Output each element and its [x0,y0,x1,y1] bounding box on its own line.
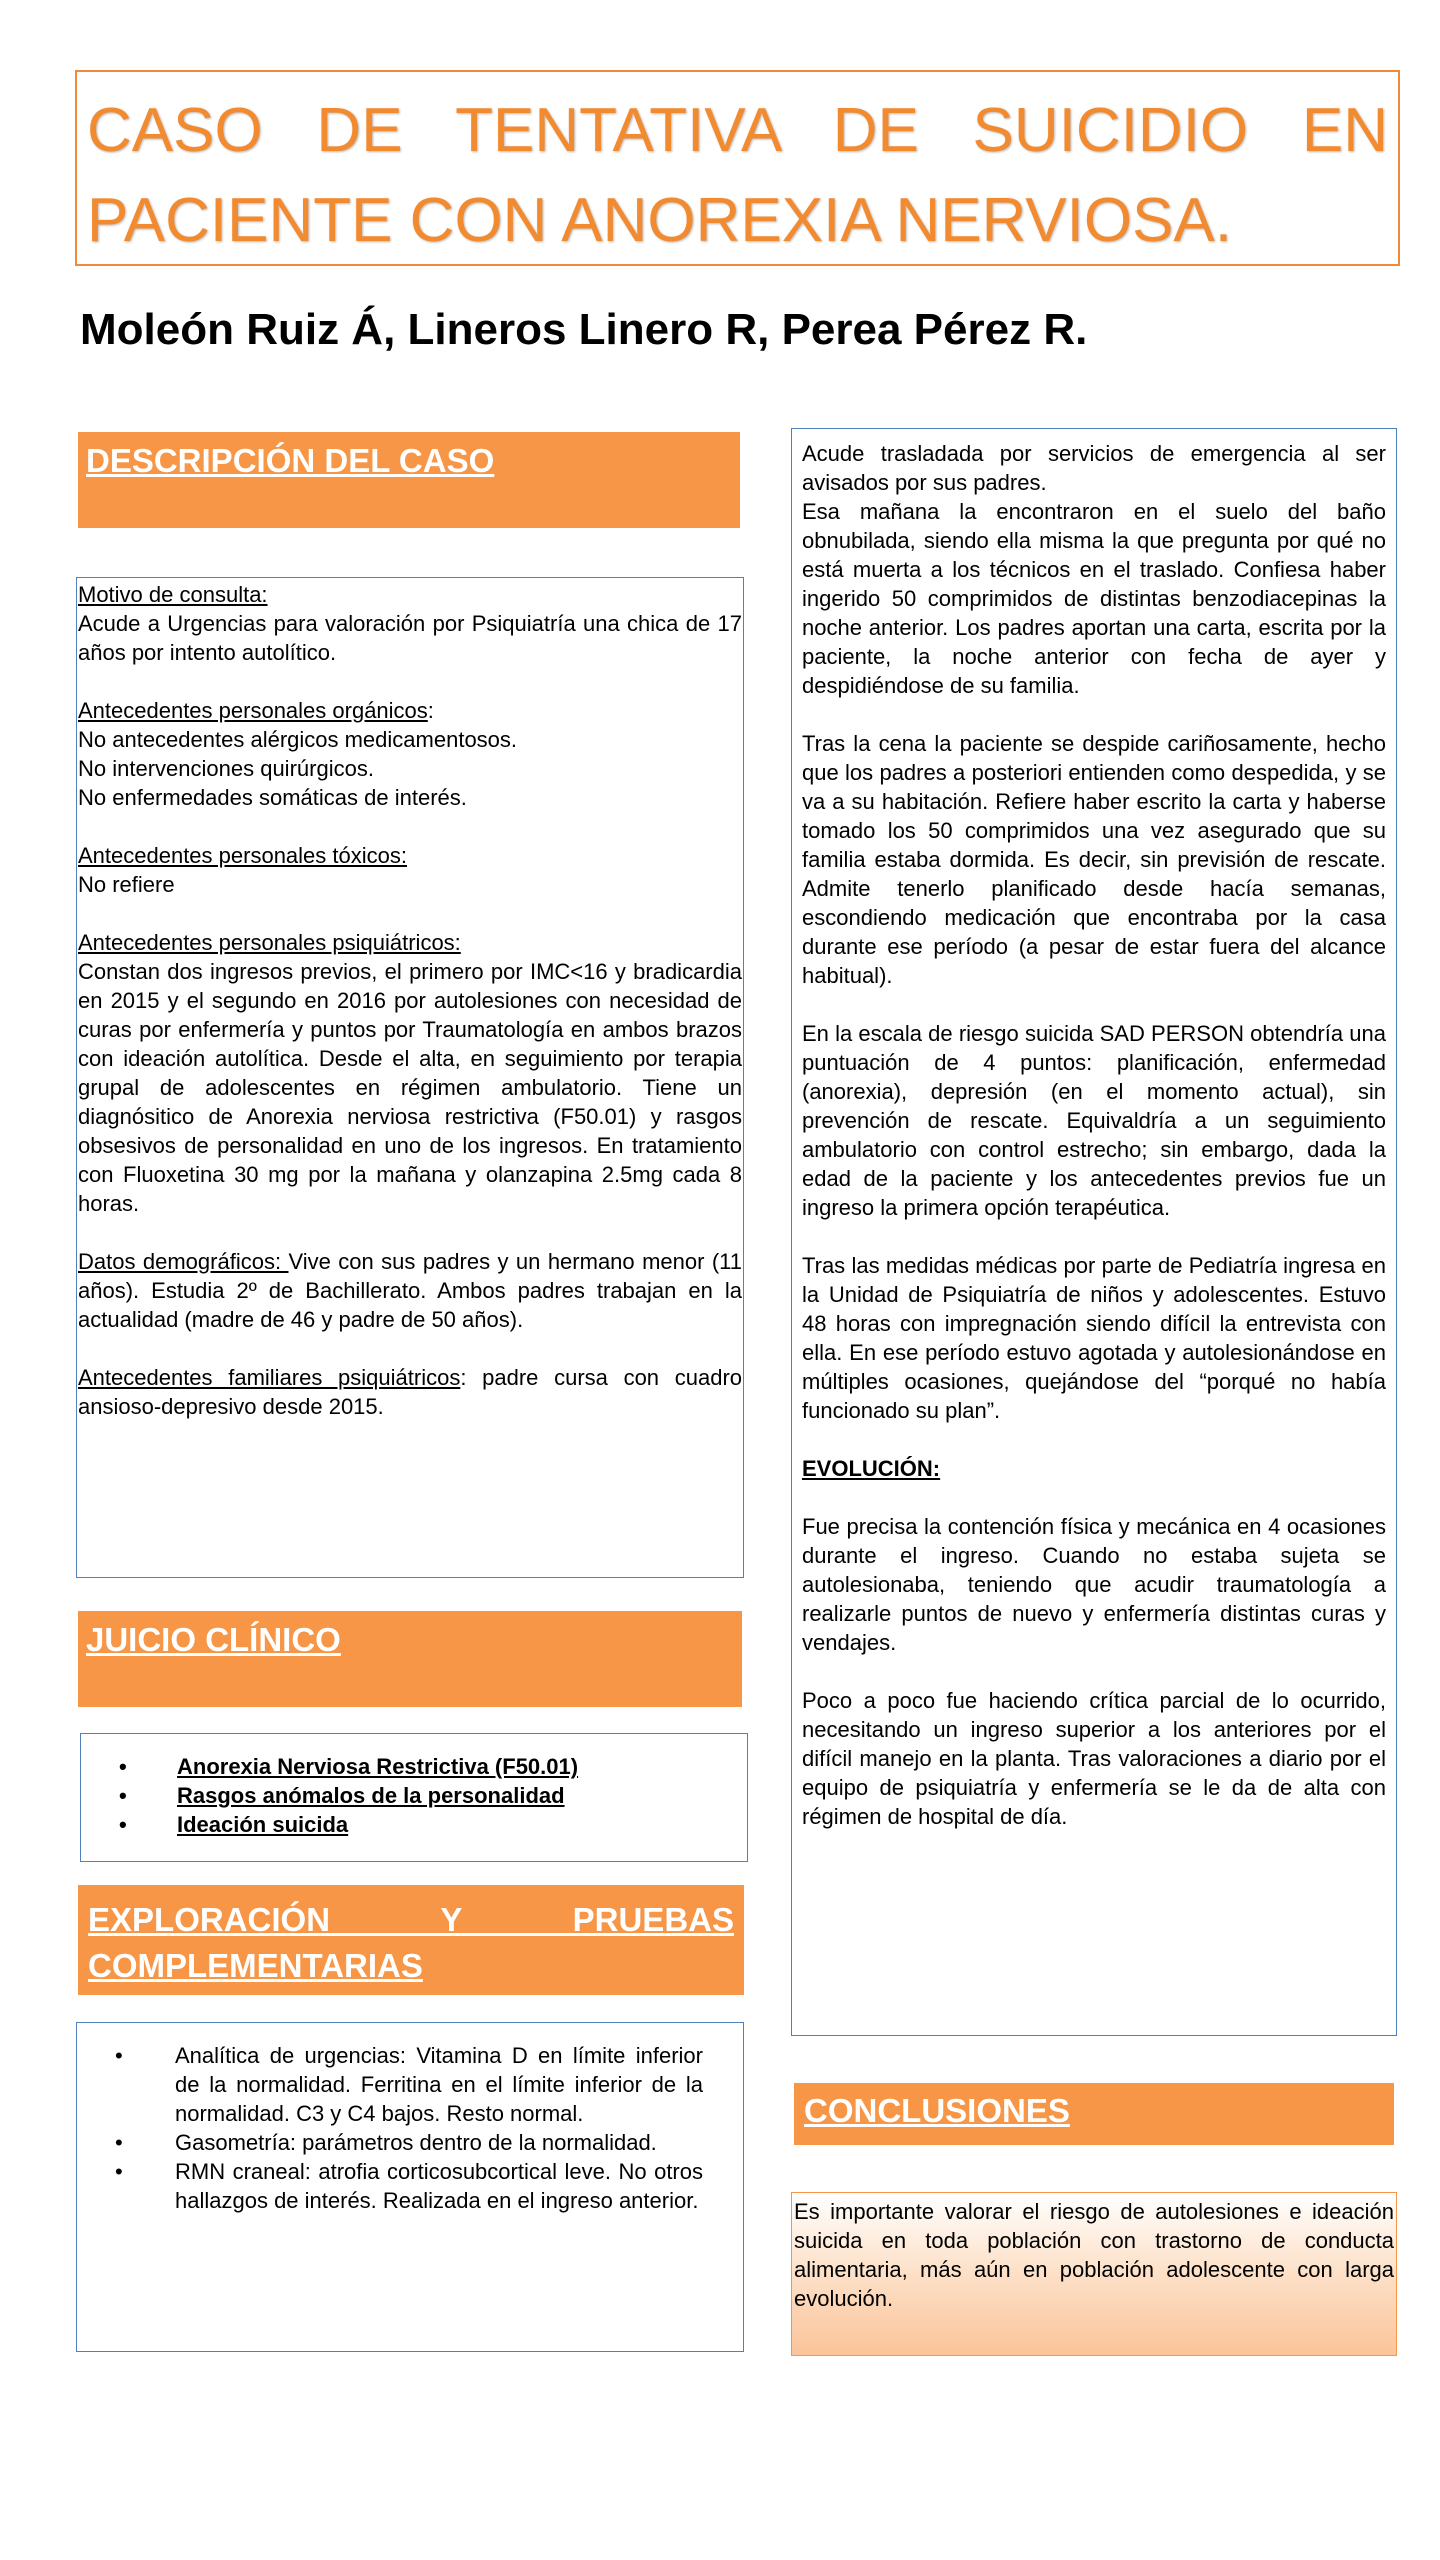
relato-paragraph: Poco a poco fue haciendo crítica parcial de lo ocurrido, necesitando un ingreso superior a los anteriores por el difícil manejo en la planta. Tras valoraciones a diario por el equipo de psiquiatría y enfermería se le da de alta con régimen de hospital de día. [802,1688,1386,1829]
relato-paragraph: Fue precisa la contención física y mecánica en 4 ocasiones durante el ingreso. Cuando no estaba sujeta se autolesionaba, teniendo que acudir traumatología a realizarle puntos de nuevo y enfermería distintas curas y vendajes. [802,1514,1386,1655]
relato-paragraph: Tras la cena la paciente se despide cariñosamente, hecho que los padres a posteriori entienden como despedida, y se va a su habitación. Refiere haber escrito la carta y haberse tomado los 50 comprimidos una vez asegurado que su familia estaba dormida. Es decir, sin previsión de rescate. Admite tenerlo planificado desde hacía semanas, escondiendo medicación que encontraba por la casa durante ese período (a pesar de estar fuera del alcance habitual). [802,731,1386,988]
toxicos-block [78,841,742,899]
evolucion-heading: EVOLUCIÓN: [802,1456,941,1481]
poster-title: CASO DE TENTATIVA DE SUICIDIO EN PACIENTE CON ANOREXIA NERVIOSA. [87,96,1388,255]
descripcion-panel [76,577,744,1578]
juicio-panel [80,1733,748,1862]
familiares-text: : padre cursa con cuadro ansioso-depresivo desde 2015. [78,1365,742,1419]
exploracion-panel [76,2022,744,2352]
list-item: • Analítica de urgencias: Vitamina D en límite inferior de la normalidad. Ferritina en el límite inferior de la normalidad. C3 y C4 bajos. Resto normal. [175,2041,703,2128]
section-header-descripcion [78,432,740,528]
list-item: • Gasometría: parámetros dentro de la normalidad. [175,2128,703,2157]
motivo-text: Acude a Urgencias para valoración por Psiquiatría una chica de 17 años por intento autolítico. [78,611,742,665]
organicos-block: Antecedentes personales orgánicos: No antecedentes alérgicos medicamentosos. No intervenciones quirúrgicos. No enfermedades somáticas de interés. [78,698,518,810]
motivo-label: Motivo de consulta: [78,582,268,607]
section-header-juicio [78,1611,742,1707]
demograficos-text: Vive con sus padres y un hermano menor (11 años). Estudia 2º de Bachillerato. Ambos padres trabajan en la actualidad (madre de 46 y padre de 50 años). [78,1249,743,1332]
list-item: • Anorexia Nerviosa Restrictiva (F50.01) [177,1752,747,1781]
organicos-line: No intervenciones quirúrgicos. [78,756,374,781]
organicos-line: No antecedentes alérgicos medicamentosos. [78,727,518,752]
familiares-label: Antecedentes familiares psiquiátricos [78,1365,461,1390]
relato-paragraph: En la escala de riesgo suicida SAD PERSON obtendría una puntuación de 4 puntos: planificación, enfermedad (anorexia), depresión (en el momento actual), sin prevención de rescate. Equivaldría a un seguimiento ambulatorio con control estrecho; sin embargo, dada la edad de la paciente y los antecedentes previos fue un ingreso la primera opción terapéutica. [802,1021,1386,1220]
conclusiones-panel [791,2192,1397,2356]
psiquiatricos-block [78,928,742,1218]
psiquiatricos-text: Constan dos ingresos previos, el primero por IMC<16 y bradicardia en 2015 y el segundo en 2016 por autolesiones con necesidad de curas por enfermería y puntos por Traumatología en ambos brazos con ideación autolítica. Desde el alta, en seguimiento por terapia grupal de adolescentes en régimen ambulatorio. Tiene un diagnósitico de Anorexia nerviosa restrictiva (F50.01) y rasgos obsesivos de personalidad en uno de los ingresos. En tratamiento con Fluoxetina 30 mg por la mañana y olanzapina 2.5mg cada 8 horas. [78,959,742,1216]
demograficos-block [78,1247,742,1334]
organicos-line: No enfermedades somáticas de interés. [78,785,467,810]
exploracion-list [113,2041,703,2215]
section-title-exploracion: EXPLORACIÓN Y PRUEBAS COMPLEMENTARIAS [88,1901,734,1984]
motivo-block [78,580,742,667]
section-header-conclusiones [794,2083,1394,2145]
authors: Moleón Ruiz Á, Lineros Linero R, Perea Pérez R. [80,305,1088,354]
section-title-conclusiones: CONCLUSIONES [804,2092,1070,2129]
relato-paragraph: Esa mañana la encontraron en el suelo del baño obnubilada, siendo ella misma la que pregunta por qué no está muerta a los técnicos en el traslado. Confiesa haber ingerido 50 comprimidos de distintas benzodiacepinas la noche anterior. Los padres aportan una carta, escrita por la paciente, la noche anterior con fecha de ayer y despidiéndose de su familia. [802,499,1386,698]
title-box [75,70,1400,266]
list-item: • Ideación suicida [177,1810,747,1839]
section-title-juicio: JUICIO CLÍNICO [86,1621,341,1658]
conclusiones-text: Es importante valorar el riesgo de autolesiones e ideación suicida en toda población con trastorno de conducta alimentaria, más aún en población adolescente con larga evolución. [794,2199,1394,2311]
list-item: • RMN craneal: atrofia corticosubcortical leve. No otros hallazgos de interés. Realizada en el ingreso anterior. [175,2157,703,2215]
juicio-list [117,1752,747,1839]
toxicos-label: Antecedentes personales tóxicos: [78,843,407,868]
psiquiatricos-label: Antecedentes personales psiquiátricos: [78,930,461,955]
relato-panel [791,428,1397,2036]
list-item: • Rasgos anómalos de la personalidad [177,1781,747,1810]
relato-paragraph: Acude trasladada por servicios de emergencia al ser avisados por sus padres. [802,441,1386,495]
relato-paragraph: Tras las medidas médicas por parte de Pediatría ingresa en la Unidad de Psiquiatría de niños y adolescentes. Estuvo 48 horas con impregnación siendo difícil la entrevista con ella. En ese período estuvo agotada y autolesionándose en múltiples ocasiones, quejándose del “porqué no había funcionado su plan”. [802,1253,1386,1423]
toxicos-text: No refiere [78,872,175,897]
section-header-exploracion [78,1885,744,1995]
familiares-block [78,1363,742,1421]
organicos-label: Antecedentes personales orgánicos [78,698,428,723]
section-title-descripcion: DESCRIPCIÓN DEL CASO [86,442,495,479]
demograficos-label: Datos demográficos: [78,1249,289,1274]
